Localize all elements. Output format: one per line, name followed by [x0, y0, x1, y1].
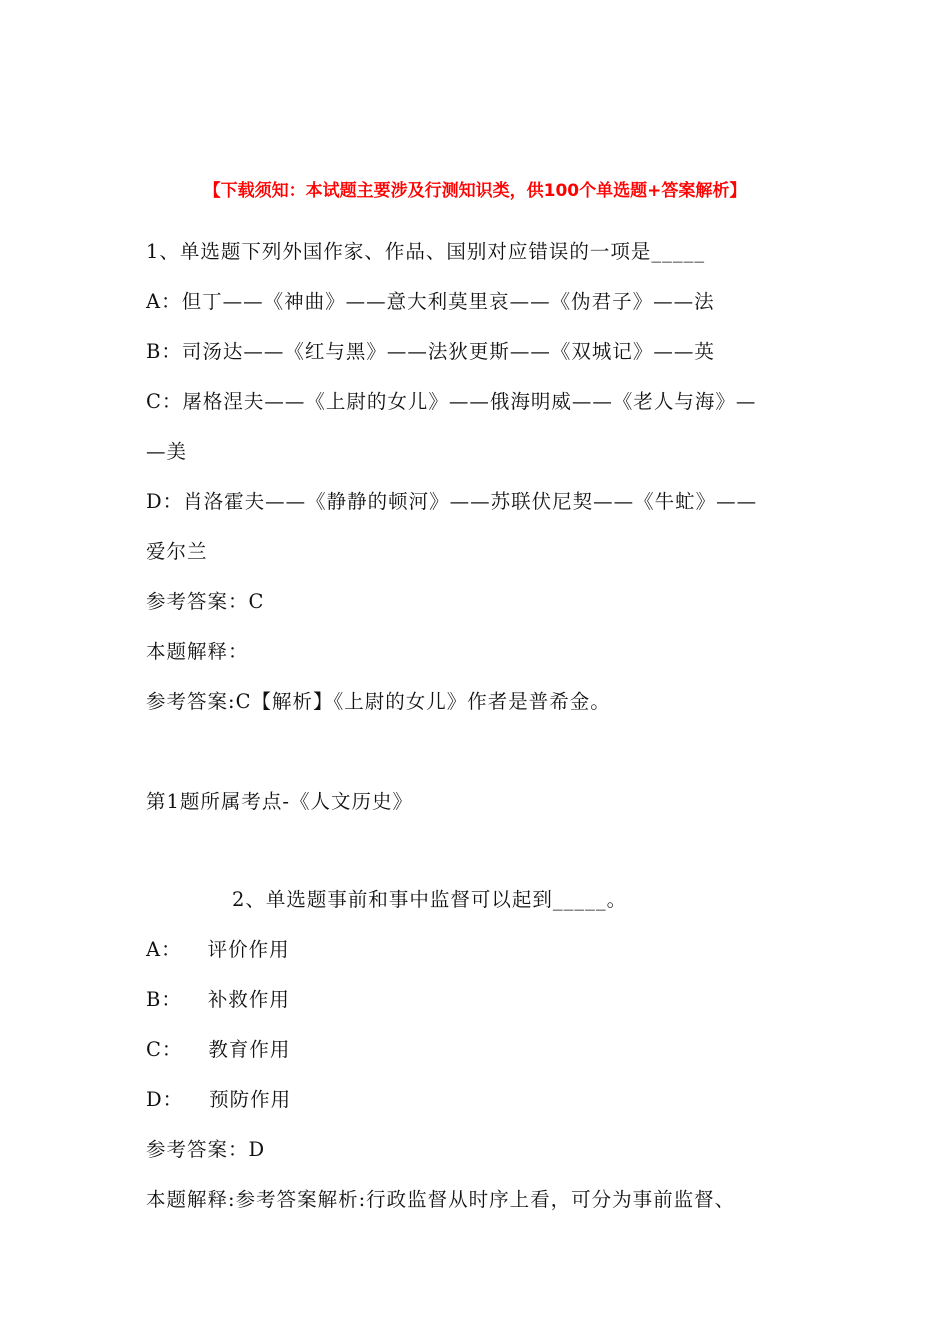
question-2-answer: 参考答案：D — [146, 1138, 266, 1161]
download-notice: 【下载须知：本试题主要涉及行测知识类，供100个单选题+答案解析】 — [203, 181, 747, 201]
question-1-option-c-line1: C：屠格涅夫——《上尉的女儿》——俄海明威——《老人与海》— — [146, 390, 757, 413]
question-1-option-b: B：司汤达——《红与黑》——法狄更斯——《双城记》——英 — [146, 340, 715, 363]
question-1-option-d-line1: D：肖洛霍夫——《静静的顿河》——苏联伏尼契——《牛虻》—— — [146, 490, 758, 513]
option-text: 评价作用 — [207, 938, 290, 961]
question-1-option-a: A：但丁——《神曲》——意大利莫里哀——《伪君子》——法 — [146, 290, 715, 313]
question-1-answer: 参考答案：C — [146, 590, 265, 613]
question-2-explanation: 本题解释:参考答案解析:行政监督从时序上看，可分为事前监督、 — [146, 1188, 736, 1211]
option-text: 预防作用 — [209, 1088, 292, 1111]
option-key: D： — [146, 1088, 184, 1111]
question-1-option-d-line2: 爱尔兰 — [146, 540, 208, 563]
option-text: 教育作用 — [208, 1038, 291, 1061]
question-1-option-c-line2: —美 — [146, 440, 188, 463]
question-1-topic: 第1题所属考点-《人文历史》 — [146, 790, 413, 813]
question-2-option-d — [146, 1087, 291, 1113]
question-1-explain-label: 本题解释： — [146, 640, 249, 663]
question-2-option-c — [146, 1037, 290, 1063]
option-key: A： — [146, 938, 182, 961]
question-1-explanation: 参考答案:C【解析】《上尉的女儿》作者是普希金。 — [146, 690, 611, 713]
question-2-option-a — [146, 937, 290, 963]
option-key: C： — [146, 1038, 183, 1061]
question-2-stem: 2、单选题事前和事中监督可以起到_____。 — [232, 888, 628, 911]
question-1-stem: 1、单选题下列外国作家、作品、国别对应错误的一项是_____ — [146, 240, 706, 263]
question-2-option-b — [146, 987, 290, 1013]
option-text: 补救作用 — [207, 988, 290, 1011]
option-key: B： — [146, 988, 182, 1011]
